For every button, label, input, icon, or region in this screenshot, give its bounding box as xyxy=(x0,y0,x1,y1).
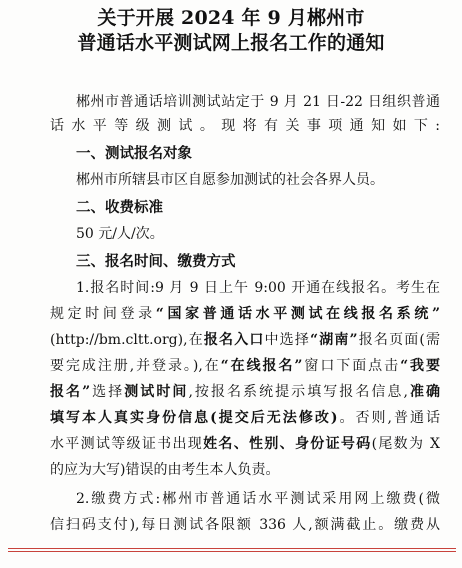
item-1-line-7-a: 水平测试等级证书出现 xyxy=(50,436,204,452)
document-title-line-2: 普通话水平测试网上报名工作的通知 xyxy=(77,32,385,54)
item-1-line-5 xyxy=(50,383,440,401)
accurate-emphasis: 准确 xyxy=(407,384,440,400)
entry-emphasis: 报名入口 xyxy=(203,332,265,348)
item-1-line-1: 1.报名时间:9 月 9 日上午 9:00 开通在线报名。考生在 xyxy=(76,280,440,296)
item-1-line-4-c: 窗口下面点击 xyxy=(302,358,401,374)
real-identity-emphasis: 填写本人真实身份信息(提交后无法修改) xyxy=(50,410,338,426)
item-1-line-3 xyxy=(50,331,440,349)
i-want-emphasis: “我要 xyxy=(400,358,440,374)
intro-line-2-text: 话水平等级测试。现将有关事项通知如下: xyxy=(50,118,440,134)
item-1-line-3-e: 报名页面(需 xyxy=(357,332,440,348)
section-2-body: 50 元/人/次。 xyxy=(76,226,164,242)
item-1-line-6 xyxy=(50,409,440,427)
intro-line-1: 郴州市普通话培训测试站定于 9 月 21 日-22 日组织普通 xyxy=(76,94,440,110)
red-divider-rule-2 xyxy=(8,551,456,552)
section-2-heading: 二、收费标准 xyxy=(76,199,163,216)
online-signup-emphasis: “在线报名” xyxy=(220,358,303,374)
item-1-line-7 xyxy=(50,435,440,453)
item-2-line-1: 2.缴费方式:郴州市普通话水平测试采用网上缴费(微 xyxy=(76,491,440,507)
item-1-line-2-a: 规定时间登录 xyxy=(50,306,156,322)
item-1-line-8: 的应为大写)错误的由考生本人负责。 xyxy=(50,462,280,478)
item-1-line-7-c: (尾数为 X xyxy=(371,436,440,452)
system-name-emphasis: “国家普通话水平测试在线报名系统” xyxy=(155,306,440,322)
document-title-line-1: 关于开展 2024 年 9 月郴州市 xyxy=(97,7,365,29)
section-1-body: 郴州市所辖县市区自愿参加测试的社会各界人员。 xyxy=(76,172,384,188)
item-2-line-2: 信扫码支付),每日测试各限额 336 人,额满截止。缴费从 xyxy=(50,517,440,533)
item-1-line-6-b: 。否则,普通话 xyxy=(337,410,440,426)
test-time-emphasis: 测试时间 xyxy=(124,384,189,400)
item-1-line-5-d: ,按报名系统提示填写报名信息, xyxy=(188,384,408,400)
item-1-line-4-a: 要完成注册,并登录。),在 xyxy=(50,358,221,374)
signup-emphasis: 报名” xyxy=(50,384,91,400)
hunan-emphasis: “湖南” xyxy=(310,332,358,348)
item-1-line-3-c: 中选择 xyxy=(264,332,310,348)
section-3-heading: 三、报名时间、缴费方式 xyxy=(76,253,236,270)
item-1-url: (http://bm.cltt.org),在 xyxy=(50,332,204,348)
item-1-line-5-b: 选择 xyxy=(90,384,125,400)
section-1-heading: 一、测试报名对象 xyxy=(76,145,192,162)
name-gender-id-emphasis: 姓名、性别、身份证号码 xyxy=(203,436,372,452)
red-divider-rule xyxy=(8,548,456,549)
item-1-line-4 xyxy=(50,357,440,375)
intro-line-2 xyxy=(50,117,440,135)
item-1-line-2 xyxy=(50,305,440,323)
